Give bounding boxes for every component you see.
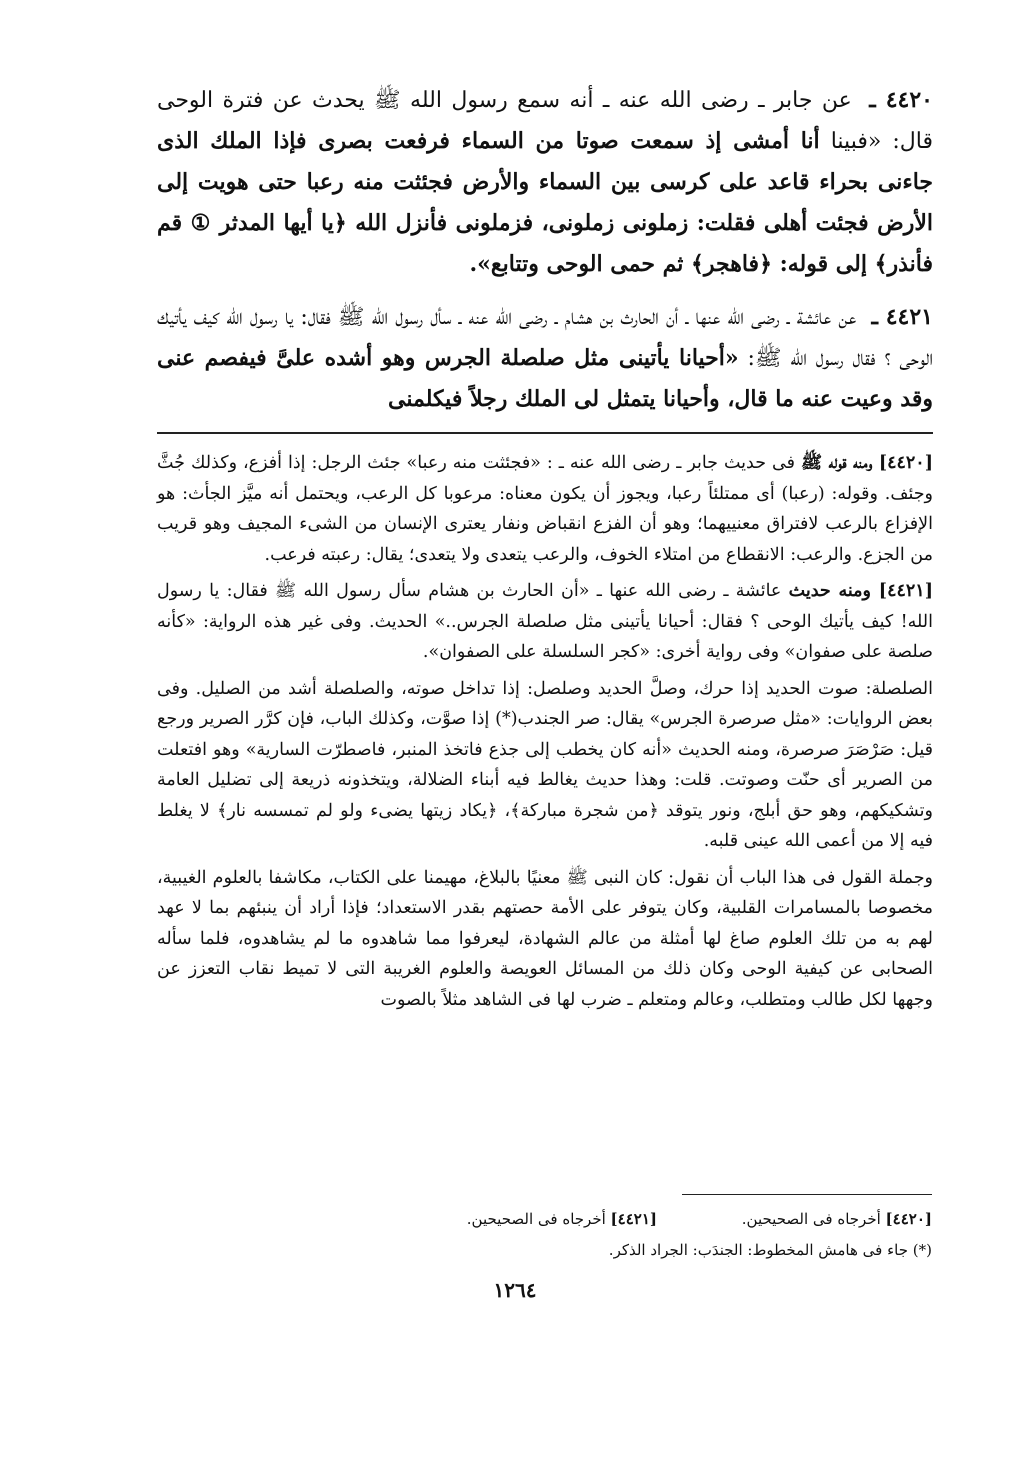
commentary-summary: [157, 863, 933, 1016]
hadith-4420: [157, 80, 933, 285]
commentary-4420: [157, 448, 933, 570]
footnote-text: (*) جاء فى هامش المخطوط: الجندَب: الجراد الذكر.: [608, 1241, 932, 1259]
commentary-text: الصلصلة: صوت الحديد إذا حرك، وصلَّ الحديد وصلصل: إذا تداخل صوته، والصلصلة أشد من الصليل. وفى بعض الروايات: «مثل صرصرة الجرس» يقال: صر الجندب(*) إذا صوَّت، وكذلك الباب، فإن كرَّر الصرير ورجع قيل: صَرْصَرَ صرصرة، ومنه الحديث «أنه كان يخطب إلى جذع فاتخذ المنبر، فاصطرّت السارية» وهو افتعلت من الصرير أى حنّت وصوتت. قلت: وهذا حديث يغالط فيه أبناء الضلالة، ويتخذونه ذريعة إلى تضليل العامة وتشكيكهم، وهو حق أبلج، ونور يتوقد ﴿من شجرة مباركة﴾، ﴿يكاد زيتها يضىء ولو لم تمسسه نار﴾ لا يغلط فيه إلا من أعمى الله عينى قلبه.: [157, 678, 933, 851]
commentary-salsala: [157, 674, 933, 857]
footnote-text: أخرجاه فى الصحيحين.: [741, 1210, 881, 1228]
footnote-divider: [682, 1194, 932, 1195]
footnote-ref: [٤٤٢٠]: [885, 1210, 932, 1228]
hadith-text-bold: «أحيانا يأتينى مثل صلصلة الجرس وهو أشده علىَّ فيفصم عنى وقد وعيت عنه ما قال، وأحيانا يتمثل لى الملك رجلاً فيكلمنى: [157, 345, 933, 412]
commentary-text: عائشة ـ رضى الله عنها ـ «أن الحارث بن هشام سأل رسول الله ﷺ فقال: يا رسول الله! كيف يأتيك الوحى ؟ فقال: أحيانا يأتينى مثل صلصلة الجرس..» الحديث. وفى غير هذه الرواية: «كأنه صلصة على صفوان» وفى رواية أخرى: «كجر السلسلة على الصفوان».: [157, 581, 933, 662]
page-body: [157, 80, 933, 1021]
commentary-text: وجملة القول فى هذا الباب أن نقول: كان النبى ﷺ معنيًا بالبلاغ، مهيمنا على الكتاب، مكاشفا بالعلوم الغيبية، مخصوصا بالمسامرات القلبية، وكان يتوفر على الأمة حصتهم بقدر الاستعداد؛ فإذا أراد أن ينبئهم بما لا عهد لهم به من تلك العلوم صاغ لها أمثلة من عالم الشهادة، ليعرفوا مما شاهدوه ما لم يشاهدوه، فلما سأله الصحابى عن كيفية الوحى وكان ذلك من المسائل العويصة والعلوم الغريبة التى لا تميط نقاب التعزز عن وجهها لكل طالب ومتطلب، وعالم ومتعلم ـ ضرب لها فى الشاهد مثلاً بالصوت: [157, 867, 933, 1010]
footnote-ref: [٤٤٢١]: [610, 1210, 657, 1228]
hadith-text: عن عائشة ـ رضى الله عنها ـ أن الحارث بن هشام ـ رضى الله عنه ـ سأل رسول الله ﷺ فقال: يا رسول الله كيف يأتيك الوحى ؟ فقال رسول الله ﷺ:: [157, 305, 933, 371]
page-number: ١٢٦٤: [493, 1278, 537, 1302]
commentary-lead: [٤٤٢٠] ومنه قوله ﷺ: [800, 453, 933, 473]
commentary-4421: [157, 576, 933, 668]
hadith-text-bold: أنا أمشى إذ سمعت صوتا من السماء فرفعت بصرى فإذا الملك الذى جاءنى بحراء قاعد على كرسى بين السماء والأرض فجئثت منه رعبا حتى هويت إلى الأرض فجئت أهلى فقلت: زملونى زملونى، فزملونى فأنزل الله ﴿يا أيها المدثر ① قم فأنذر﴾ إلى قوله: ﴿فاهجر﴾ ثم حمى الوحى وتتابع».: [157, 128, 933, 277]
footnote-4420: [742, 1208, 932, 1230]
hadith-4421: [157, 297, 933, 420]
hadith-text: عن جابر ـ رضى الله عنه ـ أنه سمع رسول الله ﷺ يحدث عن فترة الوحى قال: «فبينا: [157, 88, 933, 154]
footnote-margin-note: [609, 1239, 932, 1261]
footnote-text: أخرجاه فى الصحيحين.: [466, 1210, 606, 1228]
text-commentary-divider: [157, 432, 933, 434]
commentary-lead: [٤٤٢١] ومنه حديث: [788, 581, 933, 601]
hadith-number: ٤٤٢١ ـ: [871, 304, 933, 330]
commentary-text: فى حديث جابر ـ رضى الله عنه ـ : «فجئثت منه رعبا» جئث الرجل: إذا أفزع، وكذلك جُثَّ وجئف. وقوله: (رعبا) أى ممتلئاً رعبا، ويجوز أن يكون معناه: مرعوبا كل الرعب، ويحتمل أنه ميَّز الجأث: هو الإفزاع بالرعب لافتراق معنييهما؛ وهو أن الفزع انقباض ونفار يعترى الإنسان من الشىء المجيف وهو قريب من الجزع. والرعب: الانقطاع من امتلاء الخوف، والرعب يتعدى ولا يتعدى؛ يقال: رعبته فرعب.: [157, 453, 933, 565]
hadith-number: ٤٤٢٠ ـ: [869, 87, 933, 113]
footnote-4421: [467, 1208, 657, 1230]
